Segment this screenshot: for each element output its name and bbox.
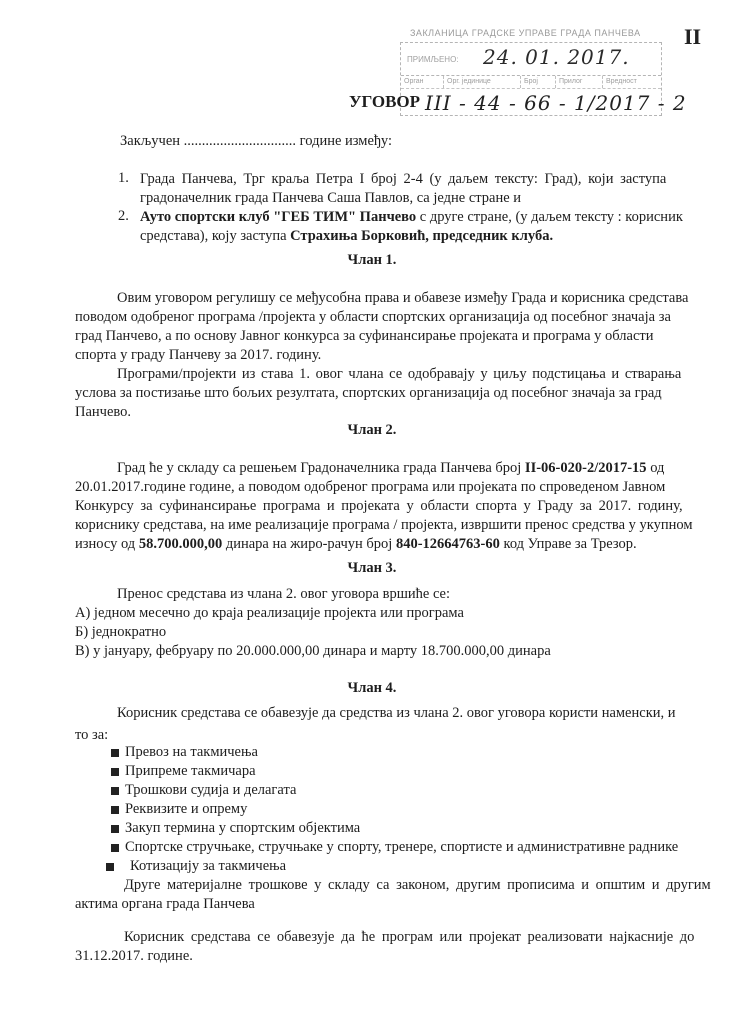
article-2-title: Члан 2. — [347, 422, 397, 438]
party-1-line-1: Града Панчева, Трг краља Петра I број 2-4 (у даљем тексту: Град), који заступа — [140, 171, 667, 187]
bullet-icon — [111, 825, 119, 833]
bullet-icon — [111, 787, 119, 795]
article-2-text: од — [646, 460, 665, 476]
article-4-intro-line-1: Корисник средстава се обавезује да средства из члана 2. овог уговора користи наменски, и — [117, 705, 676, 721]
other-expenses-line-2: актима органа града Панчева — [75, 896, 255, 912]
stamp-column: Број — [521, 76, 556, 88]
article-2-text: динара на жиро-рачун број — [222, 536, 396, 552]
article-1-p2-line: услова за постизање што бољих резултата, спортских организација од посебног значаја за град — [75, 385, 662, 401]
article-1-title: Члан 1. — [347, 252, 397, 268]
stamp-header: ЗАКЛАНИЦА ГРАДСКЕ УПРАВЕ ГРАДА ПАНЧЕВА — [410, 28, 641, 38]
expense-item: Трошкови судија и делагата — [125, 782, 297, 798]
article-2-line: Конкурсу за суфинансирање програма и пројеката у области спорта у Граду за 2017. годину, — [75, 498, 683, 514]
bullet-icon — [111, 806, 119, 814]
payment-option: А) једном месечно до краја реализације пројекта или програма — [75, 605, 464, 621]
other-expenses-line-1: Друге материјалне трошкове у складу са законом, другим прописима и општим и другим — [124, 877, 711, 893]
party-number: 1. — [118, 170, 129, 186]
payment-option: В) у јануару, фебруару по 20.000.000,00 динара и марту 18.700.000,00 динара — [75, 643, 551, 659]
article-2-line: 20.01.2017.године године, а поводом одобреног програма или пројеката по спроведеном Јавном — [75, 479, 666, 495]
expense-item: Припреме такмичара — [125, 763, 256, 779]
account-number: 840-12664763-60 — [395, 536, 500, 552]
stamp-columns — [401, 75, 661, 89]
page-number: II — [684, 24, 702, 49]
article-2-text: износу од — [75, 536, 139, 552]
article-1-p1-line: поводом одобреног програма /пројекта у области спортских организација од посебног значаја за — [75, 309, 671, 325]
deadline-line-1: Корисник средстава се обавезује да ће програм или пројекат реализовати најкасније до — [124, 929, 695, 945]
stamp-column: Прилог — [556, 76, 603, 88]
article-1-p1-line: град Панчево, а по основу Јавног конкурса за суфинансирање пројеката и програма у области — [75, 328, 654, 344]
article-3-title: Члан 3. — [347, 560, 397, 576]
concluded-line: Закључен ............................... године између: — [120, 133, 393, 149]
party-1-line-2: градоначелник града Панчева Саша Павлов, са једне стране и — [140, 190, 522, 206]
article-2-line-1 — [117, 459, 664, 478]
party-2-line-2-plain: средстава), коју заступа — [140, 228, 291, 244]
article-2-text: код Управе за Трезор. — [499, 536, 637, 552]
article-2-line: кориснику средстава, на име реализације програма / пројекта, извршити пренос средства у укупном — [75, 517, 693, 533]
article-1-p2-line: Панчево. — [75, 404, 132, 420]
party-2-line-1 — [140, 208, 683, 227]
expense-item: Спортске стручњаке, стручњаке у спорту, тренере, спортисте и административне раднике — [125, 839, 679, 855]
decision-number: II-06-020-2/2017-15 — [524, 460, 647, 476]
registry-stamp — [392, 26, 687, 122]
stamp-received-label: ПРИМЉЕНО: — [407, 55, 459, 64]
article-3-intro: Пренос средстава из члана 2. овог уговора вршиће се: — [117, 586, 451, 602]
stamp-received-date: 24. 01. 2017. — [483, 45, 630, 69]
bullet-icon — [106, 863, 114, 871]
deadline-line-2: 31.12.2017. године. — [75, 948, 193, 964]
stamp-column: Вредност — [606, 78, 637, 85]
article-4-intro-line-2: то за: — [75, 727, 109, 743]
party-2-name: Ауто спортски клуб "ГЕБ ТИМ" Панчево — [140, 209, 417, 225]
article-4-title: Члан 4. — [347, 680, 397, 696]
stamp-column: Орган — [401, 76, 444, 88]
expense-item: Превоз на такмичења — [125, 744, 258, 760]
expense-item: Реквизите и опрему — [125, 801, 248, 817]
article-1-p1-line: Овим уговором регулишу се међусобна права и обавезе између Града и корисника средстава — [117, 290, 689, 306]
bullet-icon — [111, 844, 119, 852]
party-2-line-2 — [140, 227, 553, 246]
article-2-text: Град ће у складу са решењем Градоначелника града Панчева број — [117, 460, 525, 476]
article-2-last-line — [75, 535, 637, 554]
party-2-representative: Страхиња Борковић, председник клуба. — [290, 228, 554, 244]
stamp-box — [400, 42, 687, 116]
party-number: 2. — [118, 208, 129, 224]
bullet-icon — [111, 749, 119, 757]
bullet-icon — [111, 768, 119, 776]
stamp-column: Орг. јединице — [444, 76, 521, 88]
document-title: УГОВОР — [349, 92, 421, 111]
total-amount: 58.700.000,00 — [138, 536, 223, 552]
article-1-p1-line: спорта у граду Панчеву за 2017. годину. — [75, 347, 322, 363]
party-2-line-1-rest: с друге стране, (у даљем тексту : корисник — [416, 209, 683, 225]
expense-item: Котизацију за такмичења — [130, 858, 287, 874]
stamp-registration-number: III - 44 - 66 - 1/2017 - 2 — [425, 91, 687, 115]
article-1-p2-line: Програми/пројекти из става 1. овог члана се одобравају у циљу подстицања и стварања — [117, 366, 682, 382]
payment-option: Б) једнократно — [75, 624, 167, 640]
expense-item: Закуп термина у спортским објектима — [125, 820, 361, 836]
